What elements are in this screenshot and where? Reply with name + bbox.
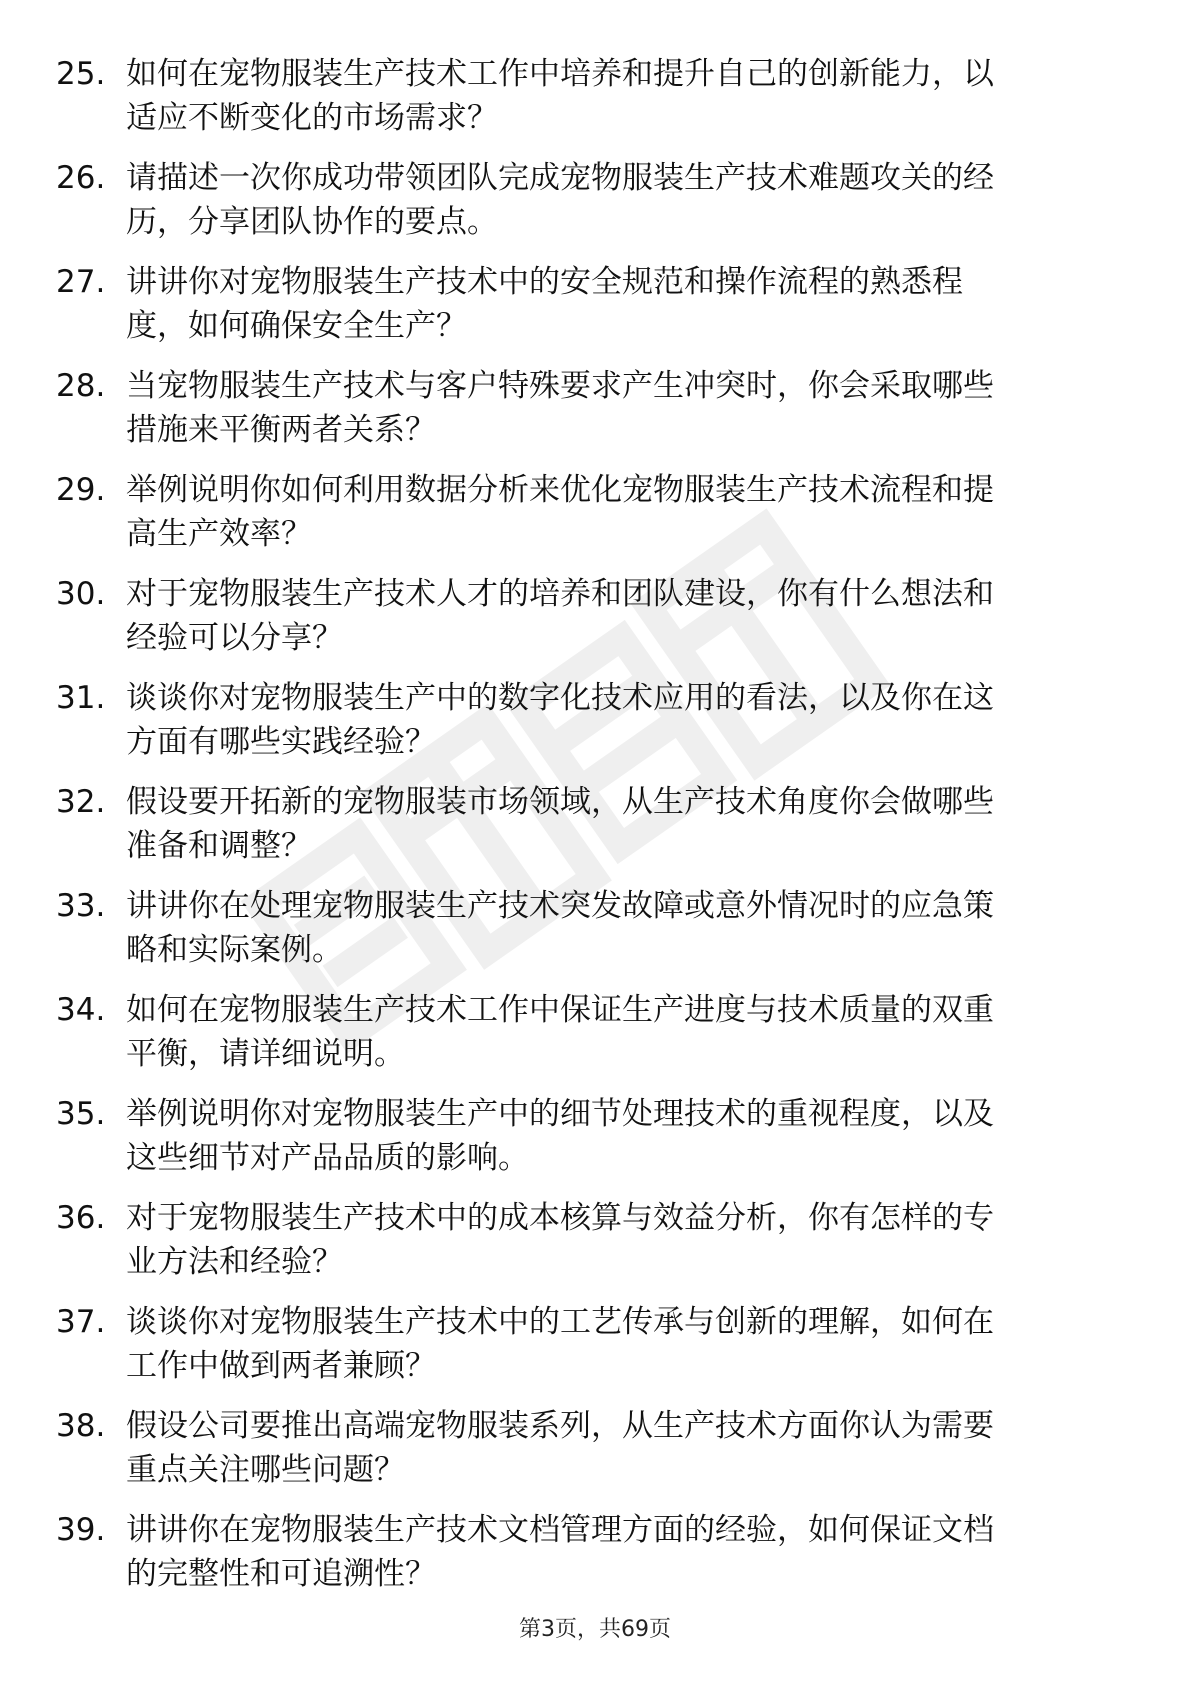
question-number: 26. (56, 160, 106, 196)
question-text: 如何在宠物服装生产技术工作中保证生产进度与技术质量的双重 平衡，请详细说明。 (126, 992, 994, 1072)
question-item (0, 672, 1190, 776)
question-text: 请描述一次你成功带领团队完成宠物服装生产技术难题攻关的经 历，分享团队协作的要点。 (126, 160, 994, 240)
question-number: 38. (56, 1408, 106, 1444)
question-text: 谈谈你对宠物服装生产中的数字化技术应用的看法，以及你在这 方面有哪些实践经验？ (126, 680, 994, 760)
question-number: 37. (56, 1304, 106, 1340)
question-item (0, 880, 1190, 984)
question-text: 举例说明你如何利用数据分析来优化宠物服装生产技术流程和提 高生产效率？ (126, 472, 994, 552)
question-number: 36. (56, 1200, 106, 1236)
question-text: 对于宠物服装生产技术人才的培养和团队建设，你有什么想法和 经验可以分享？ (126, 576, 994, 656)
question-text: 如何在宠物服装生产技术工作中培养和提升自己的创新能力，以 适应不断变化的市场需求？ (126, 56, 994, 136)
question-text: 对于宠物服装生产技术中的成本核算与效益分析，你有怎样的专 业方法和经验？ (126, 1200, 994, 1280)
question-number: 28. (56, 368, 106, 404)
question-item (0, 568, 1190, 672)
question-item (0, 1400, 1190, 1504)
page-number-footer: 第3页，共69页 (519, 1617, 671, 1642)
question-number: 34. (56, 992, 106, 1028)
question-text: 讲讲你对宠物服装生产技术中的安全规范和操作流程的熟悉程 度，如何确保安全生产？ (126, 264, 963, 344)
question-number: 31. (56, 680, 106, 716)
question-text: 举例说明你对宠物服装生产中的细节处理技术的重视程度，以及 这些细节对产品品质的影响。 (126, 1096, 994, 1176)
question-number: 39. (56, 1512, 106, 1548)
question-text: 假设公司要推出高端宠物服装系列，从生产技术方面你认为需要 重点关注哪些问题？ (126, 1408, 994, 1488)
question-number: 32. (56, 784, 106, 820)
question-item (0, 48, 1190, 152)
question-number: 33. (56, 888, 106, 924)
question-number: 25. (56, 56, 106, 92)
question-text: 讲讲你在宠物服装生产技术文档管理方面的经验，如何保证文档 的完整性和可追溯性？ (126, 1512, 994, 1592)
question-text: 谈谈你对宠物服装生产技术中的工艺传承与创新的理解，如何在 工作中做到两者兼顾？ (126, 1304, 994, 1384)
question-item (0, 776, 1190, 880)
question-item (0, 984, 1190, 1088)
question-item (0, 464, 1190, 568)
question-item (0, 1504, 1190, 1608)
question-text: 假设要开拓新的宠物服装市场领域，从生产技术角度你会做哪些 准备和调整？ (126, 784, 994, 864)
question-list (0, 48, 1190, 1608)
question-item (0, 1088, 1190, 1192)
question-item (0, 360, 1190, 464)
question-item (0, 256, 1190, 360)
question-number: 35. (56, 1096, 106, 1132)
question-number: 30. (56, 576, 106, 612)
question-number: 27. (56, 264, 106, 300)
question-text: 当宠物服装生产技术与客户特殊要求产生冲突时，你会采取哪些 措施来平衡两者关系？ (126, 368, 994, 448)
question-text: 讲讲你在处理宠物服装生产技术突发故障或意外情况时的应急策 略和实际案例。 (126, 888, 994, 968)
question-item (0, 152, 1190, 256)
question-item (0, 1192, 1190, 1296)
question-number: 29. (56, 472, 106, 508)
question-item (0, 1296, 1190, 1400)
